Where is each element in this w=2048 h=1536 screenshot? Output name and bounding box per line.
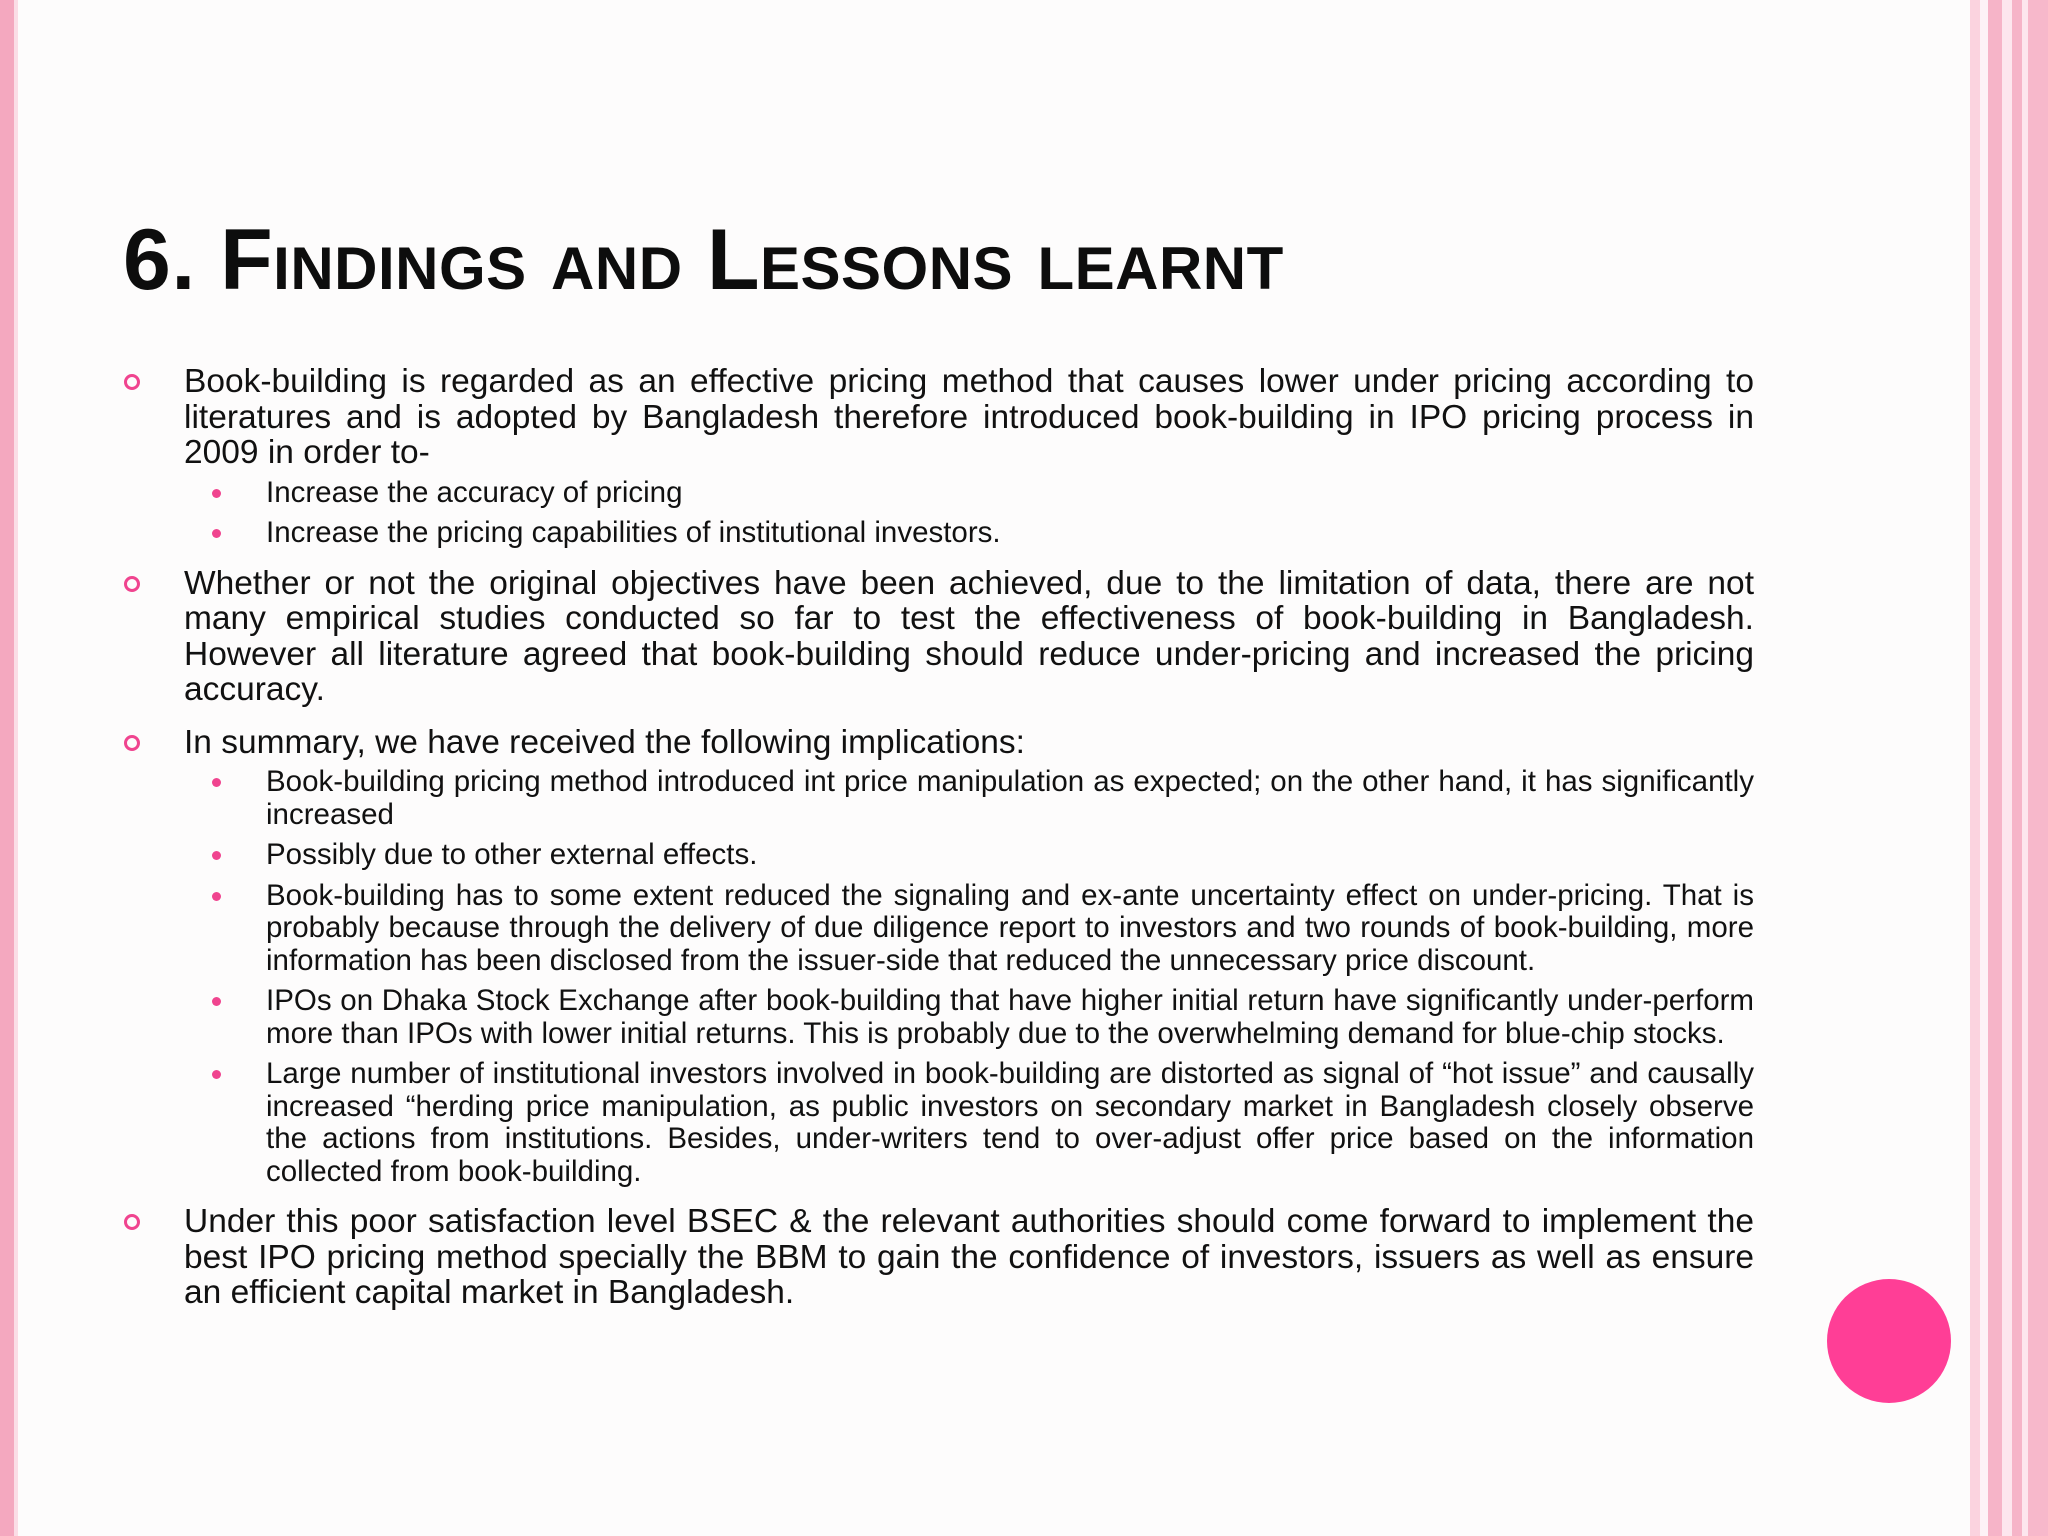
hollow-circle-bullet-icon [124, 576, 140, 592]
dot-bullet-icon [212, 489, 221, 498]
sub-bullet-text: IPOs on Dhaka Stock Exchange after book-building that have higher initial return have significantly under-perform more than IPOs with lower initial returns. This is probably due to the overwhelming demand for blue-chip stocks. [266, 984, 1754, 1050]
sub-bullet-text: Book-building pricing method introduced int price manipulation as expected; on the other hand, it has significantly increased [266, 765, 1754, 831]
right-border-stripes [1970, 0, 2048, 1536]
sub-bullet-text: Book-building has to some extent reduced the signaling and ex-ante uncertainty effect on under-pricing. That is probably because through the delivery of due diligence report to investors and two rounds of book-building, more information has been disclosed from the issuer-side that reduced the unnecessary price discount. [266, 878, 1754, 977]
dot-bullet-icon [212, 778, 221, 787]
right-stripe [1970, 0, 1980, 1536]
slide-body [124, 364, 1754, 1311]
slide-title: 6. Findings and Lessons learnt [123, 212, 1284, 308]
sub-bullet-item [124, 1058, 1754, 1188]
dot-bullet-icon [212, 997, 221, 1006]
bullet-text: Under this poor satisfaction level BSEC & the relevant authorities should come forward to implement the best IPO pricing method specially the BBM to gain the confidence of investors, issuers as well as ensure an efficient capital market in Bangladesh. [184, 1203, 1754, 1311]
right-stripe [2002, 0, 2012, 1536]
decorative-pink-circle [1827, 1279, 1951, 1403]
sub-bullet-text: Large number of institutional investors involved in book-building are distorted as signal of “hot issue” and causally increased “herding price manipulation, as public investors on secondary market in Bangladesh closely observe the actions from institutions. Besides, under-writers tend to over-adjust offer price based on the information collected from book-building. [266, 1057, 1754, 1188]
dot-bullet-icon [212, 1070, 221, 1079]
sub-bullet-text: Increase the pricing capabilities of institutional investors. [266, 516, 1001, 549]
sub-bullet-item [124, 766, 1754, 831]
left-border-stripe [0, 0, 14, 1536]
bullet-text: Book-building is regarded as an effective pricing method that causes lower under pricing according to literatures and is adopted by Bangladesh therefore introduced book-building in IPO pricing process in 2009 in order to- [184, 363, 1754, 471]
sub-bullet-item [124, 839, 1754, 872]
dot-bullet-icon [212, 892, 221, 901]
right-stripe [2012, 0, 2022, 1536]
bullet-text: In summary, we have received the following implications: [184, 723, 1025, 761]
right-stripe [2028, 0, 2048, 1536]
sub-bullet-item [124, 985, 1754, 1050]
right-stripe [1980, 0, 1988, 1536]
sub-bullet-item [124, 477, 1754, 510]
dot-bullet-icon [212, 529, 221, 538]
hollow-circle-bullet-icon [124, 735, 140, 751]
bullet-item [124, 566, 1754, 708]
hollow-circle-bullet-icon [124, 1214, 140, 1230]
dot-bullet-icon [212, 851, 221, 860]
hollow-circle-bullet-icon [124, 374, 140, 390]
bullet-item [124, 1204, 1754, 1311]
right-stripe [1988, 0, 2002, 1536]
bullet-text: Whether or not the original objectives have been achieved, due to the limitation of data, there are not many empirical studies conducted so far to test the effectiveness of book-building in Bangladesh. However all literature agreed that book-building should reduce under-pricing and increased the pricing accuracy. [184, 564, 1754, 708]
sub-bullet-item [124, 880, 1754, 978]
sub-bullet-text: Increase the accuracy of pricing [266, 475, 683, 509]
sub-bullet-text: Possibly due to other external effects. [266, 838, 758, 871]
bullet-item [124, 364, 1754, 471]
left-border-inner-stripe [14, 0, 18, 1536]
sub-bullet-item [124, 517, 1754, 550]
bullet-item [124, 725, 1754, 761]
